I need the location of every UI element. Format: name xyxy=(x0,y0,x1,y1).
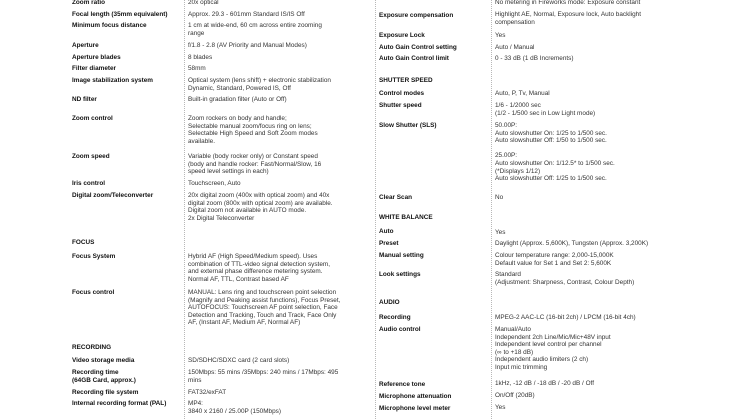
audio-recording-value: MPEG-2 AAC-LC (16-bit 2ch) / LPCM (16-bit 4ch) xyxy=(495,314,636,321)
shutter-speed-value: 1/6 - 1/2000 sec (1/2 - 1/500 sec in Low Light mode) xyxy=(495,102,596,117)
storage-media-label: Video storage media xyxy=(72,357,135,364)
exposure-compensation-label: Exposure compensation xyxy=(379,12,454,19)
mic-level-meter-value: Yes xyxy=(495,404,506,411)
reference-tone-label: Reference tone xyxy=(379,381,426,388)
recording-file-system-label: Recording file system xyxy=(72,389,139,396)
clear-scan-label: Clear Scan xyxy=(379,194,413,201)
shutter-speed-heading: SHUTTER SPEED xyxy=(379,77,433,84)
clear-scan-value: No xyxy=(495,194,504,201)
mic-attenuation-label: Microphone attenuation xyxy=(379,393,452,400)
storage-media-value: SD/SDHC/SDXC card (2 card slots) xyxy=(188,357,290,364)
shutter-speed-label: Shutter speed xyxy=(379,102,422,109)
white-balance-heading: WHITE BALANCE xyxy=(379,214,433,221)
audio-heading: AUDIO xyxy=(379,299,400,306)
wb-manual-label: Manual setting xyxy=(379,252,424,259)
zoom-ratio-value: 20x optical xyxy=(188,0,219,6)
exposure-lock-label: Exposure Lock xyxy=(379,32,425,39)
wb-preset-value: Daylight (Approx. 5,600K), Tungsten (Approx. 3,200K) xyxy=(495,240,649,247)
internal-format-value: MP4: 3840 x 2160 / 25.00P (150Mbps) xyxy=(188,400,281,415)
zoom-ratio-label: Zoom ratio xyxy=(72,0,106,6)
mic-attenuation-value: On/Off (20dB) xyxy=(495,392,535,399)
recording-time-value: 150Mbps: 55 mins /35Mbps: 240 mins / 17Mbps: 495 mins xyxy=(188,369,339,384)
wb-auto-label: Auto xyxy=(379,228,394,235)
digital-zoom-label: Digital zoom/Teleconverter xyxy=(72,192,154,199)
min-focus-distance-value: 1 cm at wide-end, 60 cm across entire zooming range xyxy=(188,22,322,37)
column-divider xyxy=(491,0,492,419)
column-divider xyxy=(184,0,185,419)
agc-setting-label: Auto Gain Control setting xyxy=(379,44,457,51)
image-stabilization-label: Image stabilization system xyxy=(72,77,153,84)
focal-length-label: Focal length (35mm equivalent) xyxy=(72,11,168,18)
focus-control-value: MANUAL: Lens ring and touchscreen point selection (Magnify and Peaking assist functions), Focus Preset, AUTOFOCUS: Touchscreen AF point selection, Face Detection and Tracking, Touch and Track, Face Only AF, (Instant AF, Medium AF, Normal AF) xyxy=(188,289,341,327)
wb-manual-value: Colour temperature range: 2,000-15,000K Default value for Set 1 and Set 2: 5,600K xyxy=(495,252,614,267)
focus-system-value: Hybrid AF (High Speed/Medium speed). Uses combination of TTL-video signal detection system, and external phase difference metering system. Normal AF, TTL, Contrast based AF xyxy=(188,253,330,283)
aperture-label: Aperture xyxy=(72,42,99,49)
iris-control-value: Touchscreen, Auto xyxy=(188,180,241,187)
aperture-blades-value: 8 blades xyxy=(188,54,213,61)
slow-shutter-value: 50.00P: Auto slowshutter On: 1/25 to 1/500 sec. Auto slowshutter Off: 1/50 to 1/500 sec. 25.00P: Auto slowshutter On: 1/12.5* to 1/500 sec. (*Displays 1/12) Auto slowshutter Off: 1/25 to 1/500 sec. xyxy=(495,122,615,183)
nd-filter-value: Built-in gradation filter (Auto or Off) xyxy=(188,96,287,103)
audio-control-value: Manual/Auto Independent 2ch Line/Mic/Mic+48V input Independent level control per channel (∞ to +18 dB) Independent audio limiters (2 ch) Input mic trimming xyxy=(495,326,611,371)
internal-format-label: Internal recording format (PAL) xyxy=(72,400,167,407)
control-modes-value: Auto, P, Tv, Manual xyxy=(495,90,550,97)
zoom-speed-label: Zoom speed xyxy=(72,153,110,160)
iris-control-label: Iris control xyxy=(72,180,106,187)
filter-diameter-value: 58mm xyxy=(188,65,206,72)
zoom-speed-value: Variable (body rocker only) or Constant speed (body and handle rocker: Fast/Normal/Slow, 16 speed level settings in each) xyxy=(188,153,322,176)
zoom-control-value: Zoom rockers on body and handle; Selectable manual zoom/focus ring on lens; Selectable High Speed and Soft Zoom modes available. xyxy=(188,115,318,145)
aperture-value: f/1.8 - 2.8 (AV Priority and Manual Modes) xyxy=(188,42,307,49)
look-settings-label: Look settings xyxy=(379,271,421,278)
wb-auto-value: Yes xyxy=(495,229,506,236)
agc-limit-label: Auto Gain Control limit xyxy=(379,55,449,62)
mic-level-meter-label: Microphone level meter xyxy=(379,405,451,412)
image-stabilization-value: Optical system (lens shift) + electronic stabilization Dynamic, Standard, Powered IS, Off xyxy=(188,77,331,92)
recording-time-label: Recording time (64GB Card, approx.) xyxy=(72,369,136,384)
recording-file-system-value: FAT32/exFAT xyxy=(188,389,227,396)
control-modes-label: Control modes xyxy=(379,90,425,97)
aperture-blades-label: Aperture blades xyxy=(72,54,121,61)
zoom-control-label: Zoom control xyxy=(72,115,113,122)
recording-heading: RECORDING xyxy=(72,344,112,351)
filter-diameter-label: Filter diameter xyxy=(72,65,117,72)
focus-control-label: Focus control xyxy=(72,289,115,296)
column-divider xyxy=(375,0,376,419)
agc-limit-value: 0 - 33 dB (1 dB Increments) xyxy=(495,55,574,62)
focus-heading: FOCUS xyxy=(72,239,95,246)
metering-note-value: No metering in Fireworks mode: Exposure constant xyxy=(495,0,641,6)
focus-system-label: Focus System xyxy=(72,253,116,260)
exposure-compensation-value: Highlight AE, Normal, Exposure lock, Auto backlight compensation xyxy=(495,11,641,26)
wb-preset-label: Preset xyxy=(379,240,399,247)
reference-tone-value: 1kHz, -12 dB / -18 dB / -20 dB / Off xyxy=(495,380,594,387)
audio-control-label: Audio control xyxy=(379,326,421,333)
focal-length-value: Approx. 29.3 - 601mm Standard IS/IS Off xyxy=(188,11,305,18)
slow-shutter-label: Slow Shutter (SLS) xyxy=(379,122,437,129)
audio-recording-label: Recording xyxy=(379,314,411,321)
nd-filter-label: ND filter xyxy=(72,96,97,103)
min-focus-distance-label: Minimum focus distance xyxy=(72,22,147,29)
exposure-lock-value: Yes xyxy=(495,32,506,39)
look-settings-value: Standard (Adjustment: Sharpness, Contrast, Colour Depth) xyxy=(495,271,635,286)
agc-setting-value: Auto / Manual xyxy=(495,44,535,51)
digital-zoom-value: 20x digital zoom (400x with optical zoom) and 40x digital zoom (800x with optical zoom) are available. Digital zoom not available in AUTO mode. 2x Digital Teleconverter xyxy=(188,192,333,222)
